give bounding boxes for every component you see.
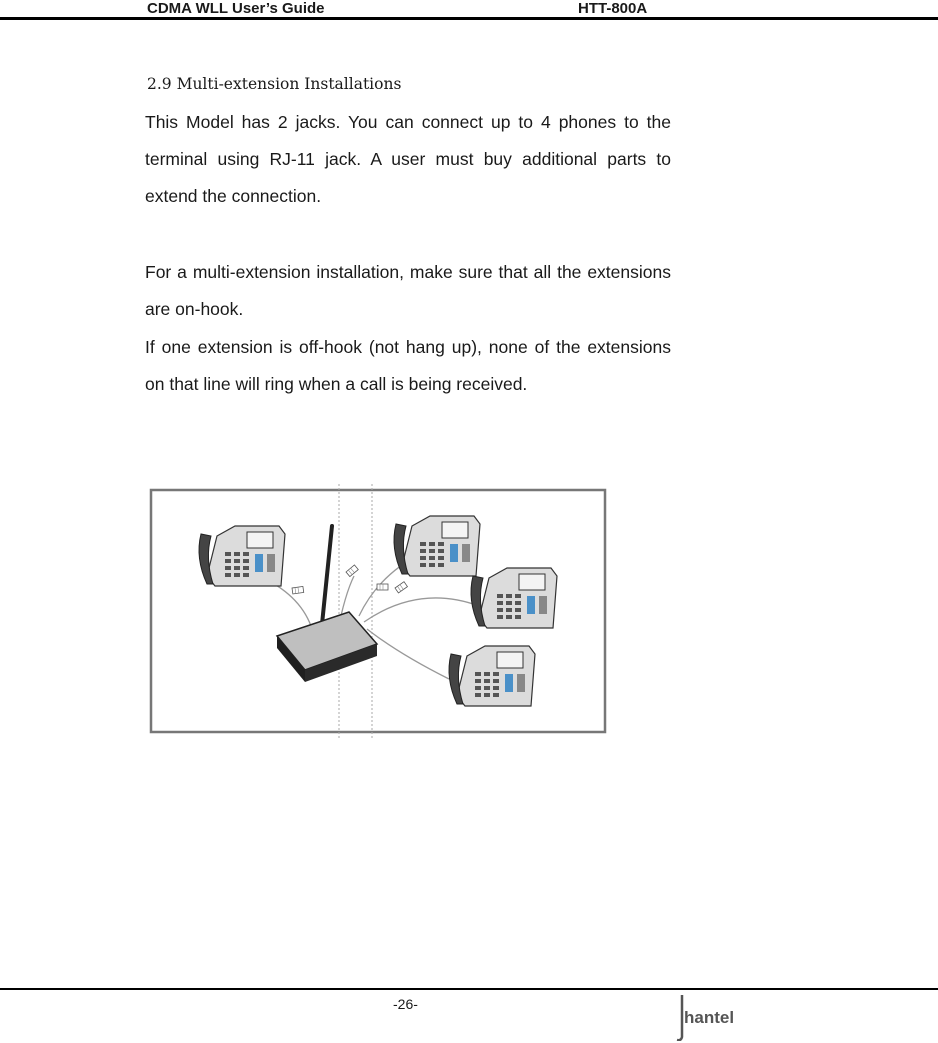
paragraph-on-hook: For a multi-extension installation, make sure that all the extensions are on-hook. [145,262,671,319]
header-rule [0,17,938,20]
multi-extension-illustration [149,484,609,739]
section-title: 2.9 Multi-extension Installations [147,75,402,93]
paragraph-jacks: This Model has 2 jacks. You can connect up to 4 phones to the terminal using RJ-11 jack. A user must buy additional parts to extend the connection. [145,112,671,206]
header-doc-title: CDMA WLL User’s Guide [147,0,325,17]
paragraph-off-hook: If one extension is off-hook (not hang up), none of the extensions on that line will ring when a call is being received. [145,337,671,394]
hantel-logo [672,993,762,1041]
page-number: -26- [393,996,418,1012]
connector-clip [292,586,304,593]
connector-clip [377,584,388,590]
footer-rule [0,988,938,990]
header-model: HTT-800A [578,0,648,17]
logo-text: hantel [684,1008,735,1027]
